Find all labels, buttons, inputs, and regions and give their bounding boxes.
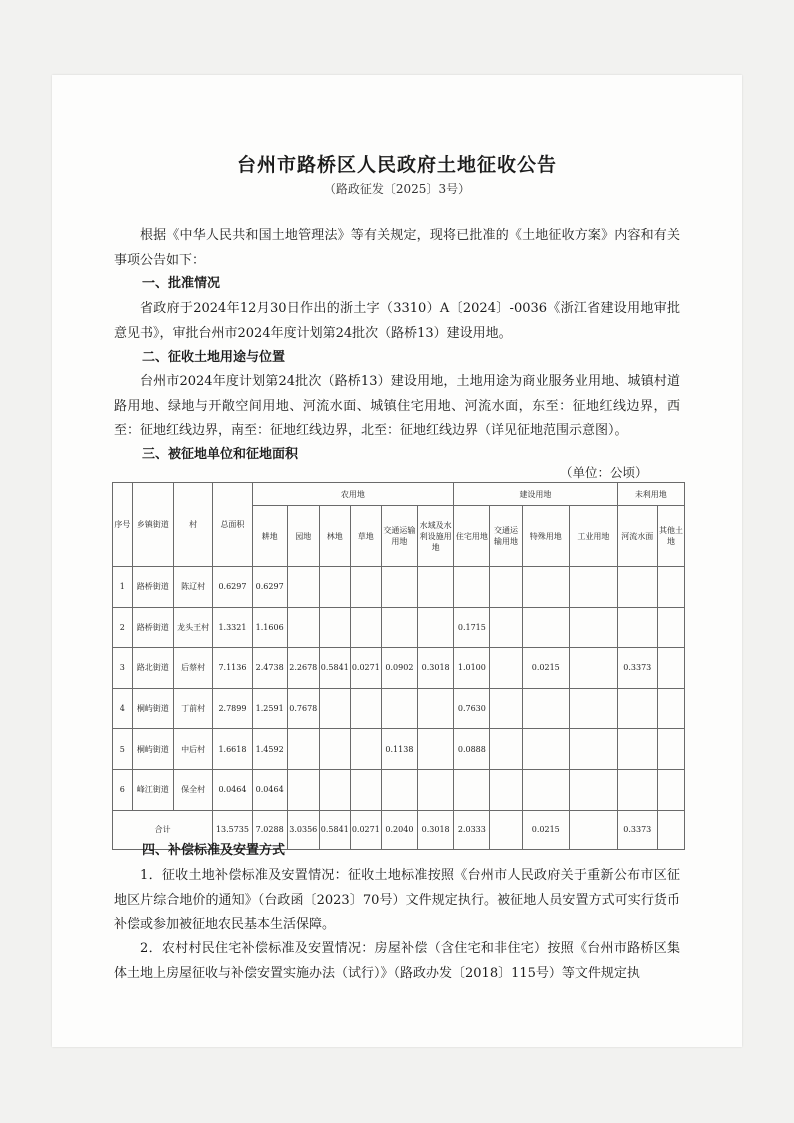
row-cell [350,729,381,770]
row-cell [490,688,522,729]
row-cell [454,567,490,608]
row-cell [617,769,657,810]
row-cell [319,688,350,729]
total-cell [657,810,684,849]
row-cell [381,607,417,648]
row-cell [381,769,417,810]
section-2-text: 台州市2024年度计划第24批次（路桥13）建设用地，土地用途为商业服务业用地、城镇村道路用地、绿地与开敞空间用地、河流水面、城镇住宅用地、河流水面，东至：征地红线边界，西至：征地红线边界，南至：征地红线边界，北至：征地红线边界（详见征地范围示意图）。 [114,374,680,438]
row-cell [570,769,618,810]
row-cell [657,688,684,729]
row-cell [657,607,684,648]
header-village: 村 [174,483,213,567]
total-cell: 2.0333 [454,810,490,849]
row-cell: 2.4738 [252,648,287,689]
total-cell: 0.0215 [522,810,570,849]
row-cell [350,607,381,648]
row-cell [418,729,454,770]
header-town: 乡镇街道 [132,483,173,567]
total-cell: 0.3018 [418,810,454,849]
header-seq: 序号 [113,483,133,567]
section-4-paragraph-1: 1．征收土地补偿标准及安置情况：征收土地标准按照《台州市人民政府关于重新公布市区征地区片综合地价的通知》（台政函〔2023〕70号）文件规定执行。被征地人员安置方式可实行货币补偿或参加被征地农民基本生活保障。 [114,868,680,932]
row-seq: 5 [113,729,133,770]
row-cell: 0.0888 [454,729,490,770]
table-row [113,688,685,729]
row-seq: 4 [113,688,133,729]
row-cell: 0.7678 [287,688,319,729]
header-col: 交通运输用地 [381,506,417,567]
row-cell [490,729,522,770]
section-1-text: 省政府于2024年12月30日作出的浙土字（3310）A〔2024〕-0036《浙江省建设用地审批意见书》，审批台州市2024年度计划第24批次（路桥13）建设用地。 [114,301,680,341]
row-village: 龙头王村 [174,607,213,648]
header-agricultural-land: 农用地 [252,483,454,506]
row-cell [570,688,618,729]
row-town: 路桥街道 [132,567,173,608]
row-village: 保全村 [174,769,213,810]
row-village: 陈辽村 [174,567,213,608]
row-cell [319,729,350,770]
row-cell: 1.2591 [252,688,287,729]
row-cell [570,567,618,608]
row-seq: 3 [113,648,133,689]
row-cell: 1.4592 [252,729,287,770]
row-cell: 0.3373 [617,648,657,689]
row-cell [381,688,417,729]
row-cell: 0.1138 [381,729,417,770]
header-col: 交通运输用地 [490,506,522,567]
total-label: 合计 [113,810,213,849]
header-construction-land: 建设用地 [454,483,617,506]
table-row [113,729,685,770]
header-col: 河流水面 [617,506,657,567]
row-cell [287,729,319,770]
row-cell: 0.6297 [252,567,287,608]
row-seq: 6 [113,769,133,810]
row-cell: 1.1606 [252,607,287,648]
row-cell [522,729,570,770]
row-cell [319,567,350,608]
row-cell [319,769,350,810]
row-cell: 0.1715 [454,607,490,648]
header-col: 耕地 [252,506,287,567]
row-cell [657,769,684,810]
row-cell [418,769,454,810]
row-cell [319,607,350,648]
row-cell [418,607,454,648]
row-cell [657,648,684,689]
page-title: 台州市路桥区人民政府土地征收公告 [236,154,557,176]
table-row [113,769,685,810]
section-4-heading: 四、补偿标准及安置方式 [142,843,286,858]
row-total: 0.6297 [213,567,252,608]
section-3-heading: 三、被征地单位和征地面积 [142,447,299,462]
row-cell [287,607,319,648]
total-area: 13.5735 [213,810,252,849]
row-cell [522,688,570,729]
row-cell: 0.0215 [522,648,570,689]
table-row [113,567,685,608]
row-cell [490,769,522,810]
document-number: （路政征发〔2025〕3号） [323,182,471,196]
row-cell [350,688,381,729]
total-cell: 0.5841 [319,810,350,849]
total-cell: 0.2040 [381,810,417,849]
row-town: 路北街道 [132,648,173,689]
header-col: 特殊用地 [522,506,570,567]
row-cell: 0.0271 [350,648,381,689]
row-village: 后蔡村 [174,648,213,689]
header-unused-land: 未利用地 [617,483,684,506]
row-cell [287,567,319,608]
row-cell: 1.0100 [454,648,490,689]
land-area-table [112,482,685,850]
row-town: 桐屿街道 [132,729,173,770]
total-cell: 0.0271 [350,810,381,849]
row-cell [617,688,657,729]
row-cell: 0.7630 [454,688,490,729]
row-cell [657,567,684,608]
table-unit: （单位：公顷） [560,465,648,480]
total-cell: 7.0288 [252,810,287,849]
row-cell [381,567,417,608]
row-seq: 2 [113,607,133,648]
row-cell [350,769,381,810]
section-4-paragraph-2: 2．农村村民住宅补偿标准及安置情况：房屋补偿（含住宅和非住宅）按照《台州市路桥区集体土地上房屋征收与补偿安置实施办法（试行）》（路政办发〔2018〕115号）等文件规定执 [114,941,680,981]
row-cell [522,567,570,608]
row-town: 路桥街道 [132,607,173,648]
row-cell: 0.0902 [381,648,417,689]
row-cell [522,607,570,648]
header-col: 其他土地 [657,506,684,567]
row-cell: 2.2678 [287,648,319,689]
row-total: 7.1136 [213,648,252,689]
row-cell [454,769,490,810]
intro-paragraph: 根据《中华人民共和国土地管理法》等有关规定，现将已批准的《土地征收方案》内容和有关事项公告如下： [114,228,680,268]
header-col: 园地 [287,506,319,567]
table-row [113,607,685,648]
header-col: 水域及水利设施用地 [418,506,454,567]
row-total: 0.0464 [213,769,252,810]
row-cell [350,567,381,608]
row-cell [657,729,684,770]
row-total: 2.7899 [213,688,252,729]
total-cell [570,810,618,849]
row-total: 1.6618 [213,729,252,770]
header-total-area: 总面积 [213,483,252,567]
total-cell: 3.0356 [287,810,319,849]
section-2-heading: 二、征收土地用途与位置 [142,350,286,365]
row-cell [570,607,618,648]
row-cell [418,567,454,608]
row-cell [570,648,618,689]
header-col: 草地 [350,506,381,567]
row-town: 桐屿街道 [132,688,173,729]
row-cell: 0.5841 [319,648,350,689]
total-cell: 0.3373 [617,810,657,849]
header-col: 住宅用地 [454,506,490,567]
row-cell [617,729,657,770]
row-town: 峰江街道 [132,769,173,810]
total-cell [490,810,522,849]
row-cell [617,607,657,648]
row-cell [522,769,570,810]
row-cell [570,729,618,770]
section-1-heading: 一、批准情况 [142,276,221,291]
row-cell [490,567,522,608]
table-row [113,648,685,689]
row-cell [490,648,522,689]
row-cell [287,769,319,810]
row-seq: 1 [113,567,133,608]
row-cell [418,688,454,729]
header-col: 工业用地 [570,506,618,567]
row-cell [490,607,522,648]
header-col: 林地 [319,506,350,567]
row-cell: 0.0464 [252,769,287,810]
row-total: 1.3321 [213,607,252,648]
row-cell: 0.3018 [418,648,454,689]
row-village: 中后村 [174,729,213,770]
row-cell [617,567,657,608]
row-village: 丁前村 [174,688,213,729]
